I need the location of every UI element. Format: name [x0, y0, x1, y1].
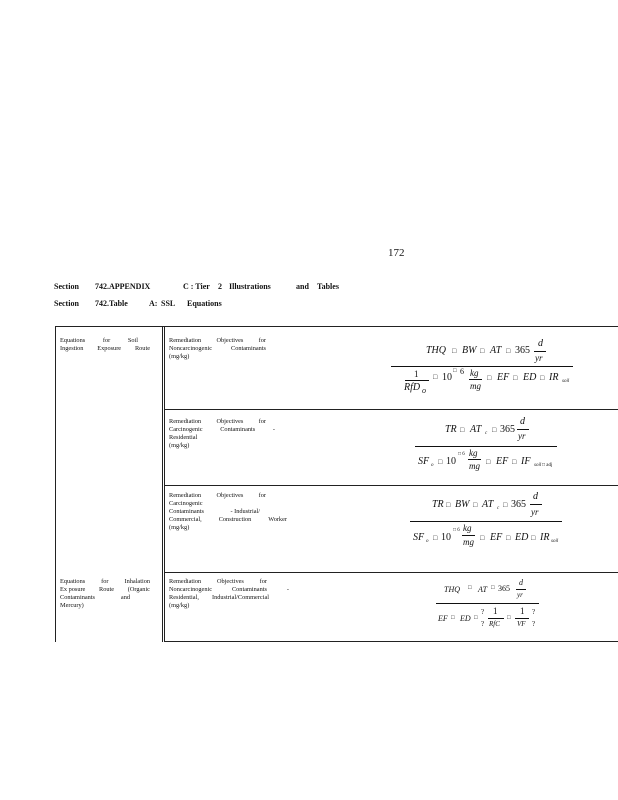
cell-word: Remediation [169, 492, 202, 499]
cell-word: Carcinogenic [169, 500, 203, 507]
eq-operator: □ [507, 615, 511, 621]
cell-word: Construction [218, 516, 252, 523]
cell-word: Equations [60, 337, 86, 344]
eq-operator: □ [492, 426, 497, 434]
eq-symbol: TR [432, 499, 444, 510]
cell-word: Residential, [169, 594, 199, 601]
cell-word: for [259, 578, 267, 585]
eq-number: 6 [460, 367, 464, 376]
cell-word: Inhalation [124, 578, 150, 585]
eq-operator: □ [487, 374, 492, 382]
eq-symbol: AT [482, 499, 494, 510]
cell-word: - [272, 426, 275, 433]
cell-word: Contaminants [60, 594, 95, 601]
eq-number: 365 [500, 424, 515, 435]
page-number: 172 [388, 247, 405, 259]
eq-symbol: THQ [444, 585, 461, 594]
eq-operator: □ [512, 458, 517, 466]
header-word: 742.Table [95, 299, 128, 308]
eq-operator: □ [468, 585, 472, 591]
header-word: SSL [161, 299, 176, 308]
cell-word: (Organic [127, 586, 150, 593]
fraction-bar [515, 618, 529, 619]
cell-word: Industrial/Commercial [211, 594, 269, 601]
eq-operator: □ [438, 458, 443, 466]
header-word: Tables [317, 282, 339, 291]
eq-symbol: VF [517, 620, 526, 628]
eq-operator: □ [433, 534, 438, 542]
eq-number: 365 [515, 345, 530, 356]
eq-symbol: IF [521, 456, 531, 467]
header-word: and [296, 282, 309, 291]
fraction-bar [488, 618, 504, 619]
eq-symbol: IR [540, 532, 550, 543]
eq-symbol: ED [523, 372, 537, 383]
eq-operator: □ [486, 458, 491, 466]
eq-symbol: SF [413, 532, 425, 543]
cell-word: for [258, 418, 266, 425]
cell-word: Remediation [169, 578, 202, 585]
header-word: 742.APPENDIX [95, 282, 151, 291]
cell-word: Objectives [216, 418, 244, 425]
eq-operator: □ [513, 374, 518, 382]
eq-number: 1 [493, 606, 498, 616]
header-word: 2 [218, 282, 222, 291]
cell-word: (mg/kg) [169, 602, 190, 609]
eq-subscript: o [431, 463, 434, 468]
eq-unit: mg [463, 537, 474, 547]
eq-unit: d [520, 416, 525, 427]
eq-operator: □ [531, 534, 536, 542]
eq-subscript: o [422, 386, 426, 395]
eq-subscript: □ adj [542, 463, 553, 468]
eq-symbol: AT [478, 585, 488, 594]
cell-word: for [258, 337, 266, 344]
eq-bracket: ? [532, 620, 536, 628]
eq-subscript: soil [562, 379, 570, 384]
eq-operator: □ [491, 585, 495, 591]
eq-symbol: EF [490, 532, 503, 543]
cell-word: Objectives [216, 578, 244, 585]
cell-word: Contaminants [169, 508, 204, 515]
eq-operator: □ [473, 501, 478, 509]
cell-word: - [286, 586, 289, 593]
eq-symbol: BW [455, 499, 470, 510]
eq-subscript: c [497, 506, 500, 511]
eq-number: 1 [414, 369, 419, 379]
eq-operator: □ 6 [458, 452, 465, 457]
cell-word: Noncarcinogenic [169, 345, 213, 352]
cell-word: - Industrial/ [230, 508, 260, 515]
eq-unit: d [519, 578, 523, 587]
eq-symbol: IR [549, 372, 559, 383]
eq-symbol: RfD [404, 382, 421, 393]
cell-word: Commercial, [169, 516, 202, 523]
eq-operator: □ [506, 534, 511, 542]
cell-word: and [120, 594, 130, 601]
eq-operator: □ [451, 615, 455, 621]
eq-symbol: ED [460, 614, 471, 623]
eq-bracket: ? [532, 608, 536, 616]
cell-word: Objectives [216, 337, 244, 344]
eq-symbol: BW [462, 345, 477, 356]
cell-word: Contaminants [231, 345, 266, 352]
cell-word: Remediation [169, 418, 202, 425]
header-word: A: [149, 299, 158, 308]
eq-operator: □ [460, 426, 465, 434]
eq-operator: □ [453, 368, 457, 374]
eq-bracket: ? [481, 608, 485, 616]
cell-word: Contaminants [231, 586, 267, 593]
cell-word: Ingestion [60, 345, 84, 352]
cell-word: Noncarcinogenic [169, 586, 213, 593]
eq-number: 365 [498, 584, 510, 593]
eq-unit: kg [469, 448, 478, 458]
eq-symbol: SF [418, 456, 430, 467]
eq-symbol: TR [445, 424, 457, 435]
eq-operator: □ [506, 347, 511, 355]
eq-operator: □ [480, 534, 485, 542]
eq-operator: □ [452, 347, 457, 355]
eq-operator: □ [480, 347, 485, 355]
eq-unit: mg [470, 381, 481, 391]
eq-number: 10 [446, 456, 456, 467]
cell-word: (mg/kg) [169, 442, 190, 449]
eq-symbol: RfC [489, 620, 500, 628]
eq-subscript: soil [551, 539, 559, 544]
header-word: Section [54, 282, 79, 291]
eq-subscript: c [485, 431, 488, 436]
eq-unit: yr [535, 353, 543, 363]
eq-symbol: EF [496, 456, 509, 467]
fraction-bar [516, 589, 526, 590]
cell-word: Soil [127, 337, 138, 344]
eq-symbol: AT [490, 345, 502, 356]
eq-unit: yr [518, 431, 526, 441]
eq-operator: □ [446, 501, 451, 509]
eq-operator: □ [540, 374, 545, 382]
eq-unit: kg [470, 368, 479, 378]
cell-word: Carcinogenic [169, 426, 203, 433]
cell-word: (mg/kg) [169, 353, 190, 360]
main-fraction-bar [436, 603, 539, 604]
cell-word: Worker [268, 516, 287, 523]
eq-number: 1 [520, 606, 525, 616]
eq-number: 365 [511, 499, 526, 510]
eq-operator: □ [474, 615, 478, 621]
eq-unit: d [533, 491, 538, 502]
eq-symbol: THQ [426, 345, 447, 356]
eq-symbol: EF [497, 372, 510, 383]
eq-symbol: AT [470, 424, 482, 435]
cell-word: Route [99, 586, 115, 593]
cell-word: Exposure [97, 345, 122, 352]
eq-unit: yr [517, 591, 523, 599]
header-word: Section [54, 299, 79, 308]
eq-unit: d [538, 338, 543, 349]
eq-subscript: o [426, 539, 429, 544]
cell-word: (mg/kg) [169, 524, 190, 531]
cell-word: Contaminants [220, 426, 256, 433]
eq-operator: □ 6 [453, 528, 460, 533]
eq-symbol: EF [438, 614, 448, 623]
cell-word: for [258, 492, 266, 499]
header-word: Illustrations [229, 282, 271, 291]
cell-word: for [102, 337, 111, 344]
cell-word: Remediation [169, 337, 202, 344]
header-word: C : Tier [183, 282, 210, 291]
eq-operator: □ [433, 373, 438, 381]
eq-subscript: soil [534, 463, 542, 468]
cell-word: Residential [169, 434, 198, 441]
eq-number: 10 [441, 532, 451, 543]
cell-word: Equations [60, 578, 86, 585]
eq-bracket: ? [481, 620, 485, 628]
cell-word: Ex posure [60, 586, 86, 593]
cell-word: Route [134, 345, 150, 352]
eq-number: 10 [442, 372, 452, 383]
eq-unit: mg [469, 461, 480, 471]
header-word: Equations [187, 299, 222, 308]
eq-unit: yr [531, 507, 539, 517]
cell-word: Objectives [216, 492, 244, 499]
cell-word: Mercury) [60, 602, 84, 609]
eq-unit: kg [463, 523, 472, 533]
eq-symbol: ED [515, 532, 529, 543]
eq-operator: □ [503, 501, 508, 509]
cell-word: for [101, 578, 109, 585]
